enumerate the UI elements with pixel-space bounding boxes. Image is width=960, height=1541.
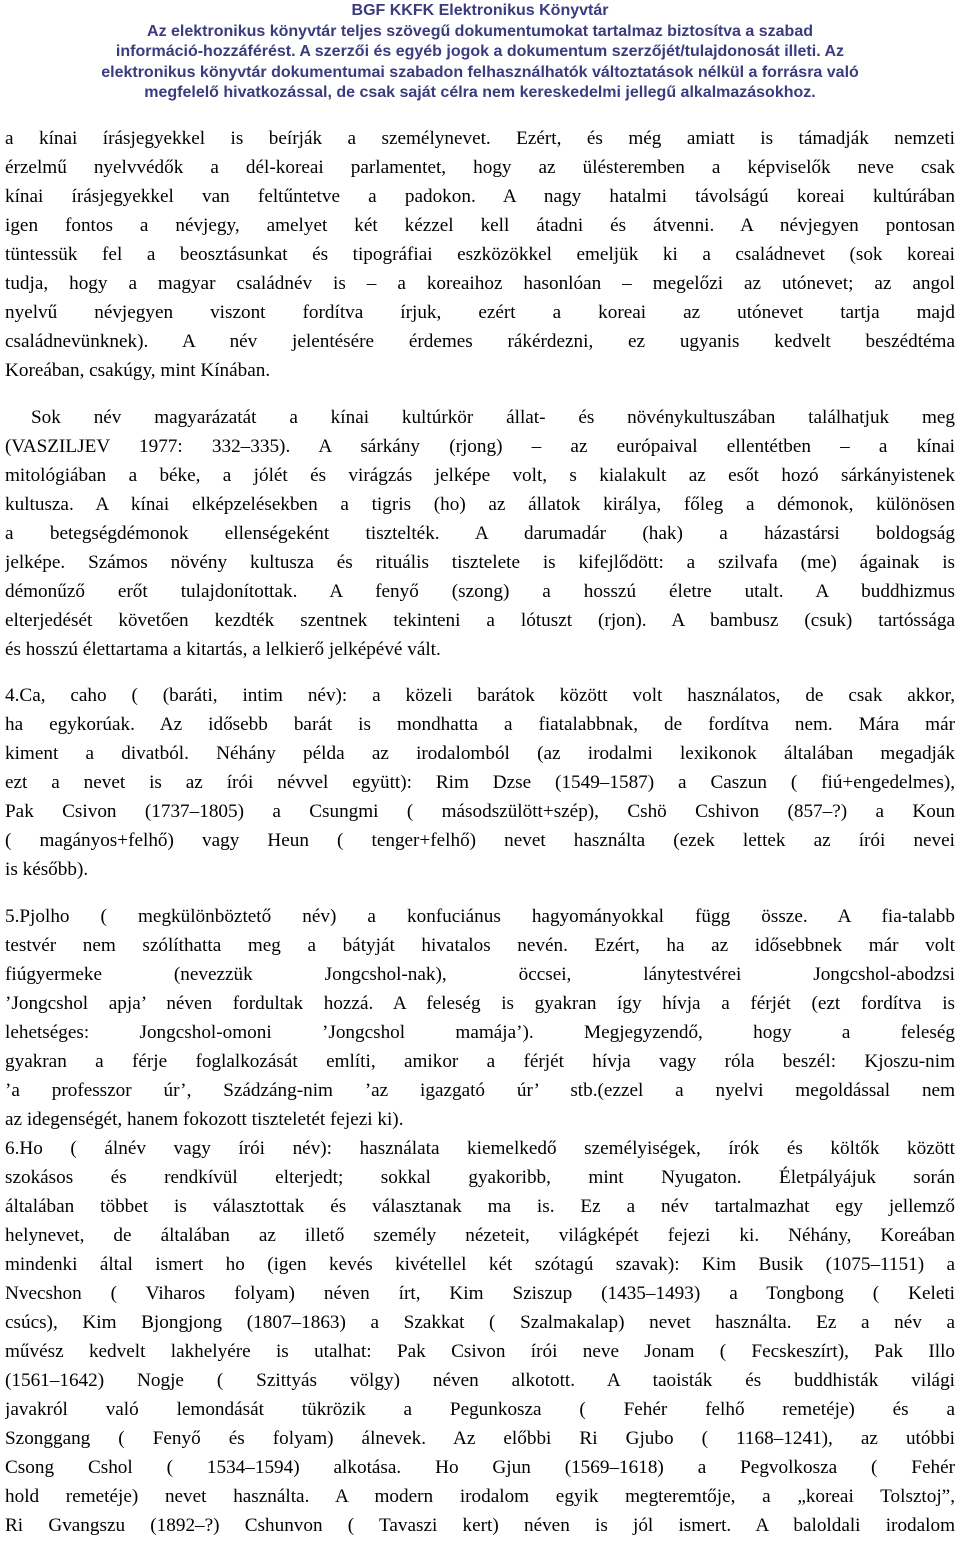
text-line: az idegenségét, hanem fokozott tiszteletét fejezi ki). [5, 1109, 404, 1130]
text-line: általában többet is választottak és választanak ma is. Ez a név tartalmazhat egy jellemző [5, 1196, 955, 1217]
text-line: érzelmű nyelvvédők a dél-koreai parlamentet, hogy az ülésteremben a képviselők neve csak [5, 157, 955, 178]
text-line: igen fontos a névjegy, amelyet két kézzel kell átadni és átvenni. A névjegyen pontosan [5, 215, 955, 236]
paragraph-pjolho [5, 902, 955, 1134]
text-line: 6.Ho ( álnév vagy írói név): használata kiemelkedő személyiségek, írók és költők között [5, 1138, 955, 1159]
text-line: művész kedvelt lakhelyére is utalhat: Pak Csivon írói neve Jonam ( Fecskeszírt), Pak Illo [5, 1341, 955, 1362]
text-line: a betegségdémonok ellenségeként tisztelték. A darumadár (hak) a házastársi boldogság [5, 523, 955, 544]
text-line: ’a professzor úr’, Szádzáng-nim ’az igazgató úr’ stb.(ezzel a nyelvi megoldással nem [5, 1080, 955, 1101]
text-line: helynevet, de általában az illető személy nézeteit, világképét fejezi ki. Néhány, Koreában [5, 1225, 955, 1246]
text-line: és hosszú élettartama a kitartás, a lelkierő jelképévé vált. [5, 639, 441, 660]
text-line: Csong Cshol ( 1534–1594) alkotása. Ho Gjun (1569–1618) a Pegvolkosza ( Fehér [5, 1457, 955, 1478]
paragraph-business-cards [5, 124, 955, 385]
text-line: javakról való lemondását tükrözik a Pegunkosza ( Fehér felhő remetéje) és a [5, 1399, 955, 1420]
text-line: 5.Pjolho ( megkülönböztető név) a konfuciánus hagyományokkal függ össze. A fia-talabb [5, 906, 955, 927]
text-line: lehetséges: Jongcshol-omoni ’Jongcshol mamája’). Megjegyzendő, hogy a feleség [5, 1022, 955, 1043]
text-line: (1561–1642) Nogje ( Szittyás völgy) néven alkotott. A taoisták és buddhisták világi [5, 1370, 955, 1391]
text-line: szokásos és rendkívül elterjedt; sokkal gyakoribb, mint Nyugaton. Életpályájuk során [5, 1167, 955, 1188]
text-line: tudja, hogy a magyar családnév is – a koreaihoz hasonlóan – megelőzi az utónevet; az angol [5, 273, 955, 294]
text-line: tüntessük fel a beosztásunkat és tipográfiai eszközökkel emeljük ki a családnevet (sok koreai [5, 244, 955, 265]
text-line: Szonggang ( Fenyő és folyam) álnevek. Az előbbi Ri Gjubo ( 1168–1241), az utóbbi [5, 1428, 955, 1449]
text-line: fiúgyermeke (nevezzük Jongcshol-nak), öccsei, lánytestvérei Jongcshol-abodzsi [5, 964, 955, 985]
text-line: testvér nem szólíthatta meg a bátyját hivatalos nevén. Ezért, ha az idősebbnek már volt [5, 935, 955, 956]
text-line: ’Jongcshol apja’ néven fordultak hozzá. A feleség is gyakran így hívja a férjét (ezt fordítva is [5, 993, 955, 1014]
header-line: BGF KKFK Elektronikus Könyvtár [351, 2, 609, 19]
text-line: kiment a divatból. Néhány példa az irodalomból (az irodalmi lexikonok általában megadják [5, 743, 955, 764]
header-line: megfelelő hivatkozással, de csak saját célra nem kereskedelmi jellegű alkalmazásokhoz. [144, 84, 816, 101]
text-line: Pak Csivon (1737–1805) a Csungmi ( másodszülött+szép), Cshö Cshivon (857–?) a Koun [5, 801, 955, 822]
header-line: információ-hozzáférést. A szerzői és egyéb jogok a dokumentum szerzőjét/tulajdonosát illeti. Az [115, 43, 845, 60]
text-line: csúcs), Kim Bjongjong (1807–1863) a Szakkat ( Szalmakalap) nevet használta. Ez a név a [5, 1312, 955, 1333]
text-line: (VASZILJEV 1977: 332–335). A sárkány (rjong) – az európaival ellentétben – a kínai [5, 436, 955, 457]
text-line: kultusza. A kínai elképzelésekben a tigris (ho) az állatok királya, főleg a démonok, különösen [5, 494, 955, 515]
text-line: Ri Gvangszu (1892–?) Cshunvon ( Tavaszi kert) néven is jól ismert. A baloldali irodalom [5, 1515, 955, 1536]
paragraph-animal-plant-cults [5, 403, 955, 664]
text-line: Sok név magyarázatát a kínai kultúrkör állat- és növénykultuszában találhatjuk meg [31, 407, 955, 428]
text-line: kínai írásjegyekkel van feltűntetve a padokon. A nagy hatalmi távolságú koreai kultúrában [5, 186, 955, 207]
text-line: démonűző erőt tulajdonítottak. A fenyő (szong) a hosszú életre utalt. A buddhizmus [5, 581, 955, 602]
library-header [0, 0, 960, 104]
text-line: családnevünknek). A név jelentésére érdemes rákérdezni, ez ugyanis kedvelt beszédtéma [5, 331, 955, 352]
text-line: Nvecshon ( Viharos folyam) néven írt, Kim Sziszup (1435–1493) a Tongbong ( Keleti [5, 1283, 955, 1304]
text-line: Koreában, csakúgy, mint Kínában. [5, 360, 271, 381]
text-line: ezt a nevet is az írói névvel együtt): Rim Dzse (1549–1587) a Caszun ( fiú+engedelmes), [5, 772, 955, 793]
text-line: a kínai írásjegyekkel is beírják a személynevet. Ezért, és még amiatt is támadják nemzeti [5, 128, 955, 149]
paragraph-ho [5, 1134, 955, 1540]
header-line: elektronikus könyvtár dokumentumai szabadon felhasználhatók változtatások nélkül a forrásra való [101, 63, 859, 81]
text-line: mitológiában a béke, a jólét és virágzás jelképe volt, s kialakult az esőt hozó sárkányistenek [5, 465, 955, 486]
text-line: hold remetéje) nevet használta. A modern irodalom egyik megteremtője, a „koreai Tolsztoj”, [5, 1486, 955, 1507]
header-line: Az elektronikus könyvtár teljes szövegű dokumentumokat tartalmaz biztosítva a szabad [147, 22, 813, 40]
text-line: nyelvű névjegyen viszont fordítva írjuk, ezért a koreai az utónevet tartja majd [5, 302, 955, 323]
paragraph-caho [5, 681, 955, 884]
text-line: elterjedését követően kezdték szentnek tekinteni a lótuszt (rjon). A bambusz (csuk) tartóssága [5, 610, 955, 631]
text-line: ha egykorúak. Az idősebb barát is mondhatta a fiatalabbnak, de fordítva nem. Mára már [5, 714, 955, 735]
text-line: is később). [5, 859, 89, 880]
text-line: mindenki által ismert ho (igen kevés kivétellel két szótagú szavak): Kim Busik (1075–1151) a [5, 1254, 955, 1275]
text-line: gyakran a férje foglalkozását említi, amikor a férjét hívja vagy róla beszél: Kjoszu-nim [5, 1051, 955, 1072]
text-line: ( magányos+felhő) vagy Heun ( tenger+felhő) nevet használta (ezek lettek az írói nevei [5, 830, 955, 851]
text-line: 4.Ca, caho ( (baráti, intim név): a közeli barátok között volt használatos, de csak akkor, [5, 685, 955, 706]
text-line: jelképe. Számos növény kultusza és rituális tisztelete is kifejlődött: a szilvafa (me) ágainak is [5, 552, 955, 573]
